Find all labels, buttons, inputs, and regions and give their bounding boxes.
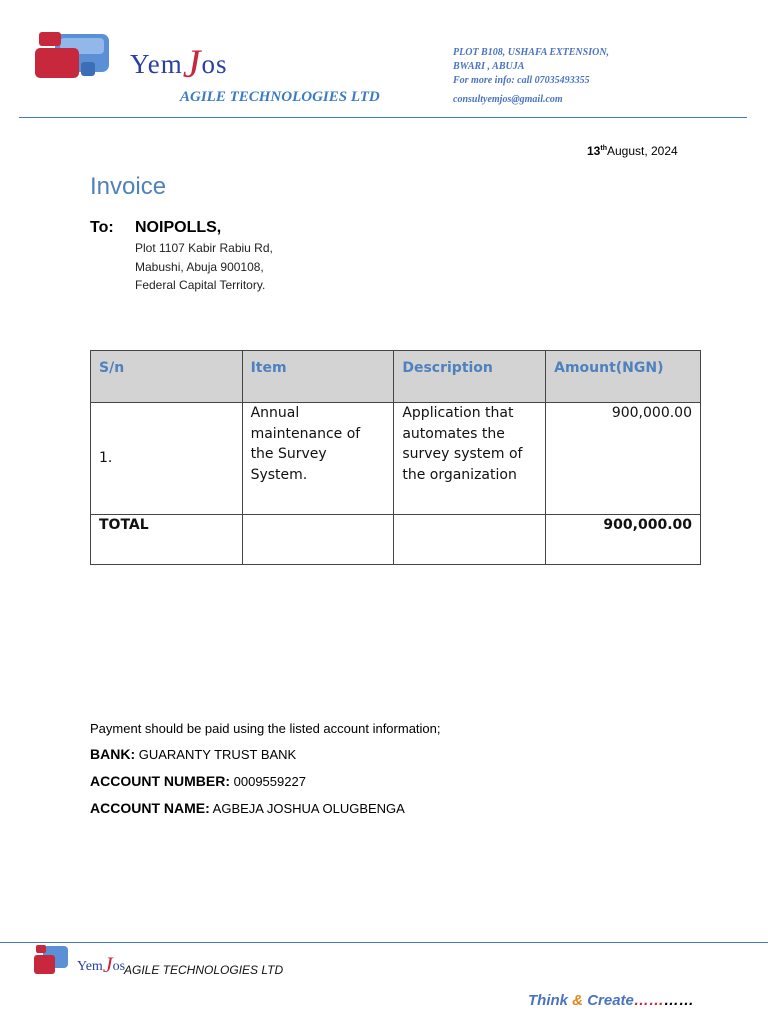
footer-company-name: AGILE TECHNOLOGIES LTD [124,963,284,977]
account-name-info: ACCOUNT NAME: AGBEJA JOSHUA OLUGBENGA [90,800,405,816]
recipient-address-line: Mabushi, Abuja 900108, [135,260,264,274]
footer-logo-icon [33,944,69,976]
cell-sn: 1. [91,403,243,515]
contact-phone: For more info: call 07035493355 [453,75,590,86]
contact-email[interactable]: consultyemjos@gmail.com [453,94,563,105]
bank-info: BANK: GUARANTY TRUST BANK [90,746,297,762]
recipient-address-line: Federal Capital Territory. [135,278,266,292]
table-row [91,403,701,515]
column-header-item: Item [242,351,394,403]
company-logo-icon [33,30,111,80]
column-header-sn: S/n [91,351,243,403]
cell-amount: 900,000.00 [546,403,701,515]
total-label: TOTAL [91,515,243,565]
payment-intro: Payment should be paid using the listed account information; [90,721,441,736]
recipient-name: NOIPOLLS, [135,219,222,236]
footer-logo-wordmark: YemJos [77,952,126,977]
address-line: BWARI , ABUJA [453,61,525,72]
cell-item: Annual maintenance of the Survey System. [242,403,394,515]
invoice-date: 13thAugust, 2024 [587,144,678,158]
recipient-label: To: [90,219,114,236]
account-number-info: ACCOUNT NUMBER: 0009559227 [90,773,306,789]
page-title: Invoice [90,173,167,200]
table-header-row [91,351,701,403]
header-divider [19,117,747,118]
cell-description: Application that automates the survey system of the organization [394,403,546,515]
column-header-amount: Amount(NGN) [546,351,701,403]
total-amount: 900,000.00 [546,515,701,565]
company-logo-wordmark: YemJos [130,41,228,86]
invoice-table [90,350,701,565]
footer-tagline: Think & Create………… [528,992,694,1009]
column-header-description: Description [394,351,546,403]
footer-divider [0,942,768,943]
total-empty-cell [394,515,546,565]
total-empty-cell [242,515,394,565]
company-name: AGILE TECHNOLOGIES LTD [180,89,380,105]
total-row [91,515,701,565]
address-line: PLOT B108, USHAFA EXTENSION, [453,47,610,58]
recipient-address-line: Plot 1107 Kabir Rabiu Rd, [135,241,273,255]
